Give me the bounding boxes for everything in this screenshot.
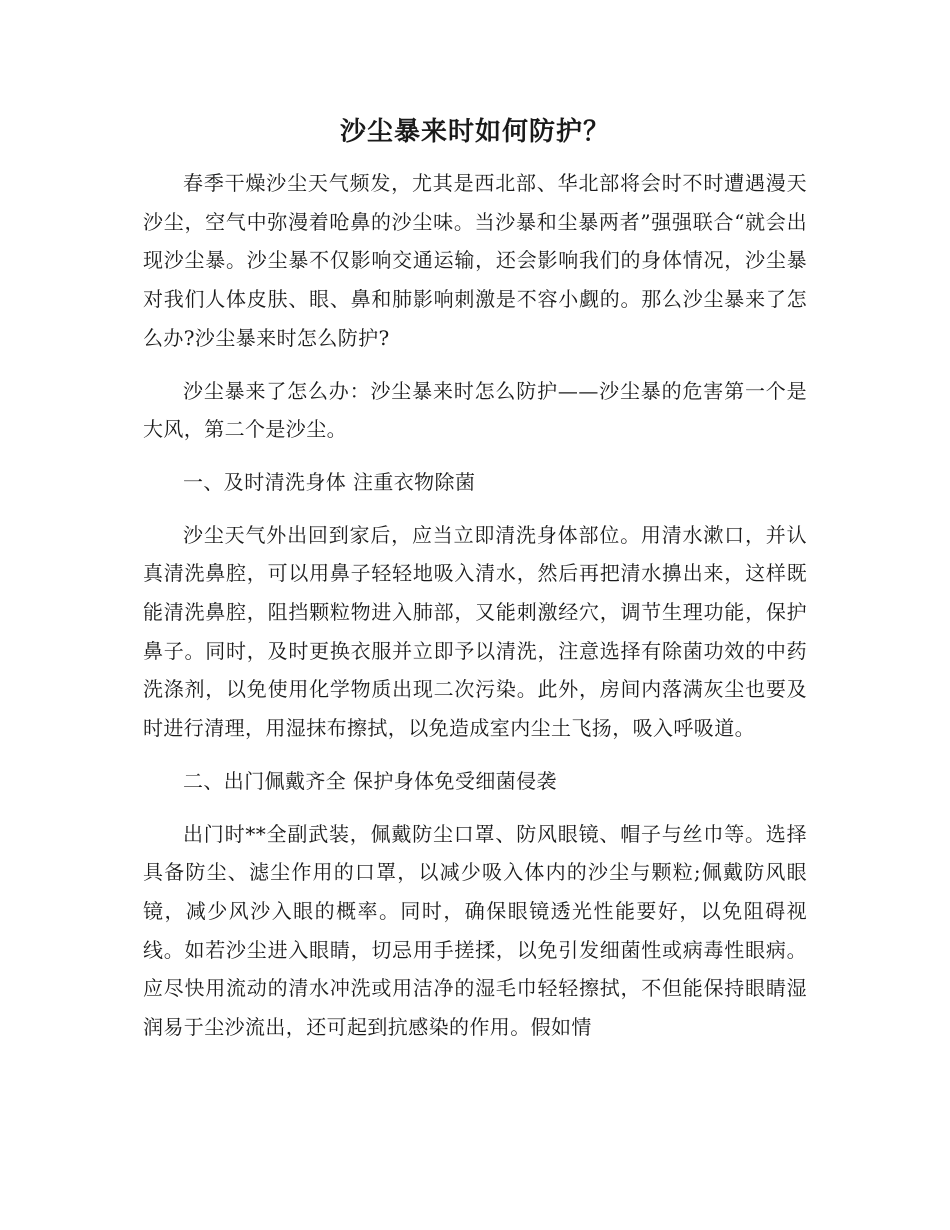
paragraph-section-2: 出门时**全副武装，佩戴防尘口罩、防风眼镜、帽子与丝巾等。选择具备防尘、滤尘作用的口罩，以减少吸入体内的沙尘与颗粒;佩戴防风眼镜，减少风沙入眼的概率。同时，确保眼镜透光性能要好，以免阻碍视线。如若沙尘进入眼睛，切忌用手搓揉，以免引发细菌性或病毒性眼病。应尽快用流动的清水冲洗或用洁净的湿毛巾轻轻擦拭，不但能保持眼睛湿润易于尘沙流出，还可起到抗感染的作用。假如情 xyxy=(143,821,807,1040)
paragraph-intro: 春季干燥沙尘天气频发，尤其是西北部、华北部将会时不时遭遇漫天沙尘，空气中弥漫着呛鼻的沙尘味。当沙暴和尘暴两者”强强联合“就会出现沙尘暴。沙尘暴不仅影响交通运输，还会影响我们的身体情况，沙尘暴对我们人体皮肤、眼、鼻和肺影响刺激是不容小觑的。那么沙尘暴来了怎么办?沙尘暴来时怎么防护? xyxy=(143,171,807,350)
paragraph-section-1: 沙尘天气外出回到家后，应当立即清洗身体部位。用清水漱口，并认真清洗鼻腔，可以用鼻子轻轻地吸入清水，然后再把清水擤出来，这样既能清洗鼻腔，阻挡颗粒物进入肺部，又能刺激经穴，调节生理功能，保护鼻子。同时，及时更换衣服并立即予以清洗，注意选择有除菌功效的中药洗涤剂，以免使用化学物质出现二次污染。此外，房间内落满灰尘也要及时进行清理，用湿抹布擦拭，以免造成室内尘土飞扬，吸入呼吸道。 xyxy=(143,522,807,741)
section-heading-2: 二、出门佩戴齐全 保护身体免受细菌侵袭 xyxy=(183,768,557,793)
section-heading-1: 一、及时清洗身体 注重衣物除菌 xyxy=(183,469,476,494)
paragraph-summary: 沙尘暴来了怎么办：沙尘暴来时怎么防护——沙尘暴的危害第一个是大风，第二个是沙尘。 xyxy=(143,378,807,442)
document-body xyxy=(143,164,807,1061)
document-title: 沙尘暴来时如何防护？ xyxy=(339,117,610,147)
